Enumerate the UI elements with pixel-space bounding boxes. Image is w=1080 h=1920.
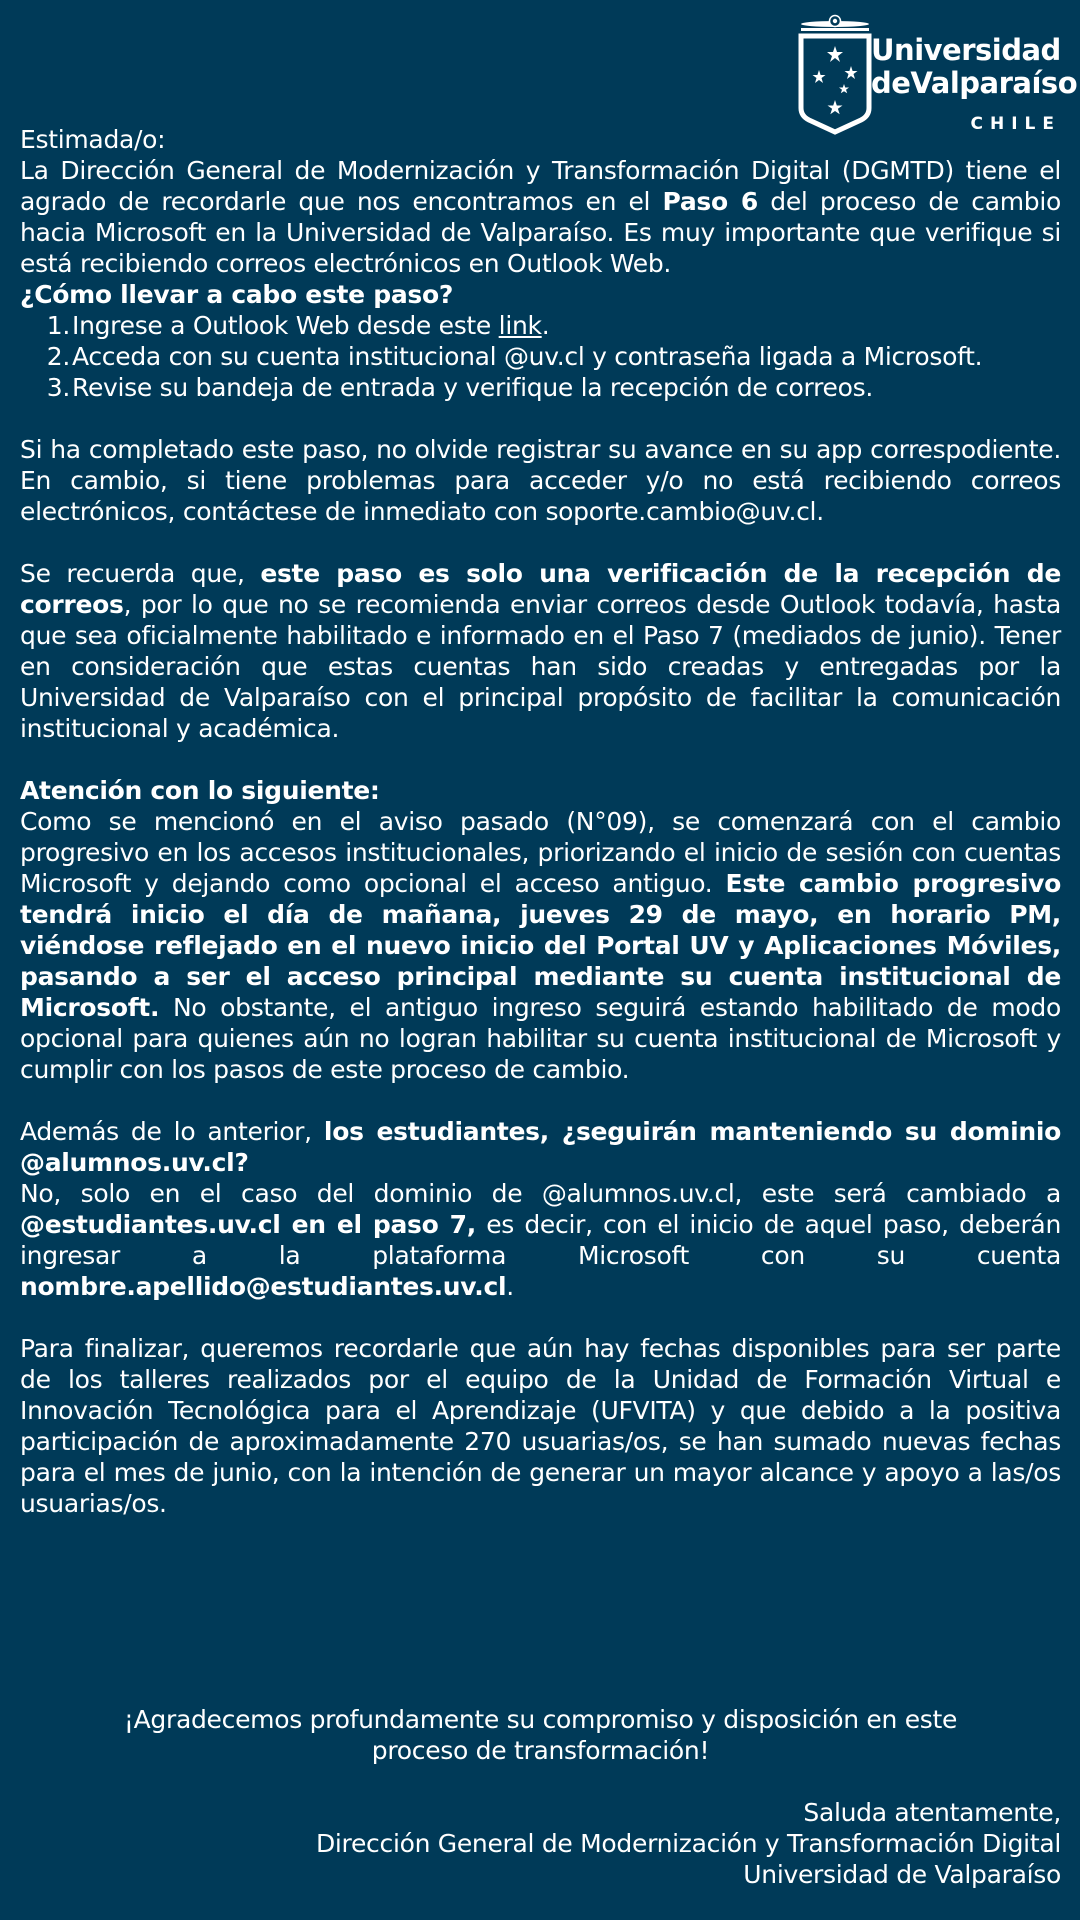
step-6-label: Paso 6 [662,187,758,216]
logo-wordmark [871,34,1077,100]
closing-line-1: ¡Agradecemos profundamente su compromiso y disposición en este [123,1705,958,1734]
university-shield-icon [795,12,875,138]
completed-paragraph: Si ha completado este paso, no olvide registrar su avance en su app correspodiente. En cambio, si tiene problemas para acceder y/o no está recibiendo correos electrónicos, contáctese de inmediato con soporte.cambio@uv.cl. [20,435,1061,526]
greeting: Estimada/o: [20,125,166,154]
list-item: 3. Revise su bandeja de entrada y verifique la recepción de correos. [46,373,873,402]
list-item: 1. Ingrese a Outlook Web desde este link. [46,311,550,340]
message-body [20,124,1061,1519]
attention-paragraph: Como se mencionó en el aviso pasado (N°09), se comenzará con el cambio progresivo en los accesos institucionales, priorizando el inicio de sesión con cuentas Microsoft y dejando como opcional el acceso antiguo. Este cambio progresivo tendrá inicio el día de mañana, jueves 29 de mayo, en horario PM, viéndose reflejado en el nuevo inicio del Portal UV y Aplicaciones Móviles, pasando a ser el acceso principal mediante su cuenta institucional de Microsoft. No obstante, el antiguo ingreso seguirá estando habilitado de modo opcional para quienes aún no logran habilitar su cuenta institucional de Microsoft y cumplir con los pasos de este proceso de cambio. [20,807,1061,1084]
steps-list [20,310,1061,403]
students-answer: No, solo en el caso del dominio de @alumnos.uv.cl, este será cambiado a @estudiantes.uv.cl en el paso 7, es decir, con el inicio de aquel paso, deberán ingresar a la plataforma Microsoft con su cuenta nombre.apellido@estudiantes.uv.cl. [20,1179,1061,1301]
students-question: Además de lo anterior, los estudiantes, ¿seguirán manteniendo su dominio @alumnos.uv.cl? [20,1117,1061,1177]
attention-heading: Atención con lo siguiente: [20,776,380,805]
signature-block [316,1797,1061,1890]
closing-message [20,1704,1061,1766]
signature-line-3: Universidad de Valparaíso [743,1860,1061,1889]
workshops-paragraph: Para finalizar, queremos recordarle que aún hay fechas disponibles para ser parte de los talleres realizados por el equipo de la Unidad de Formación Virtual e Innovación Tecnológica para el Aprendizaje (UFVITA) y que debido a la positiva participación de aproximadamente 270 usuarias/os, se han sumado nuevas fechas para el mes de junio, con la intención de generar un mayor alcance y apoyo a las/os usuarias/os. [20,1334,1061,1518]
list-item: 2. Acceda con su cuenta institucional @uv.cl y contraseña ligada a Microsoft. [46,342,983,371]
signature-line-1: Saluda atentamente, [803,1798,1061,1827]
university-logo [795,12,1078,138]
reminder-paragraph: Se recuerda que, este paso es solo una verificación de la recepción de correos, por lo que no se recomienda enviar correos desde Outlook todavía, hasta que sea oficialmente habilitado e informado en el Paso 7 (mediados de junio). Tener en consideración que estas cuentas han sido creadas y entregadas por la Universidad de Valparaíso con el principal propósito de facilitar la comunicación institucional y académica. [20,559,1061,743]
announcement-page [20,0,1078,1920]
closing-line-2: proceso de transformación! [371,1736,710,1765]
logo-line-2: deValparaíso [871,66,1078,100]
intro-paragraph: La Dirección General de Modernización y Transformación Digital (DGMTD) tiene el agrado de recordarle que nos encontramos en el Paso 6 del proceso de cambio hacia Microsoft en la Universidad de Valparaíso. Es muy importante que verifique si está recibiendo correos electrónicos en Outlook Web. [20,156,1061,278]
outlook-web-link[interactable]: link [498,311,542,340]
logo-country: CHILE [970,114,1061,134]
how-heading: ¿Cómo llevar a cabo este paso? [20,280,454,309]
signature-line-2: Dirección General de Modernización y Transformación Digital [315,1829,1061,1858]
logo-line-1: Universidad [871,33,1061,67]
